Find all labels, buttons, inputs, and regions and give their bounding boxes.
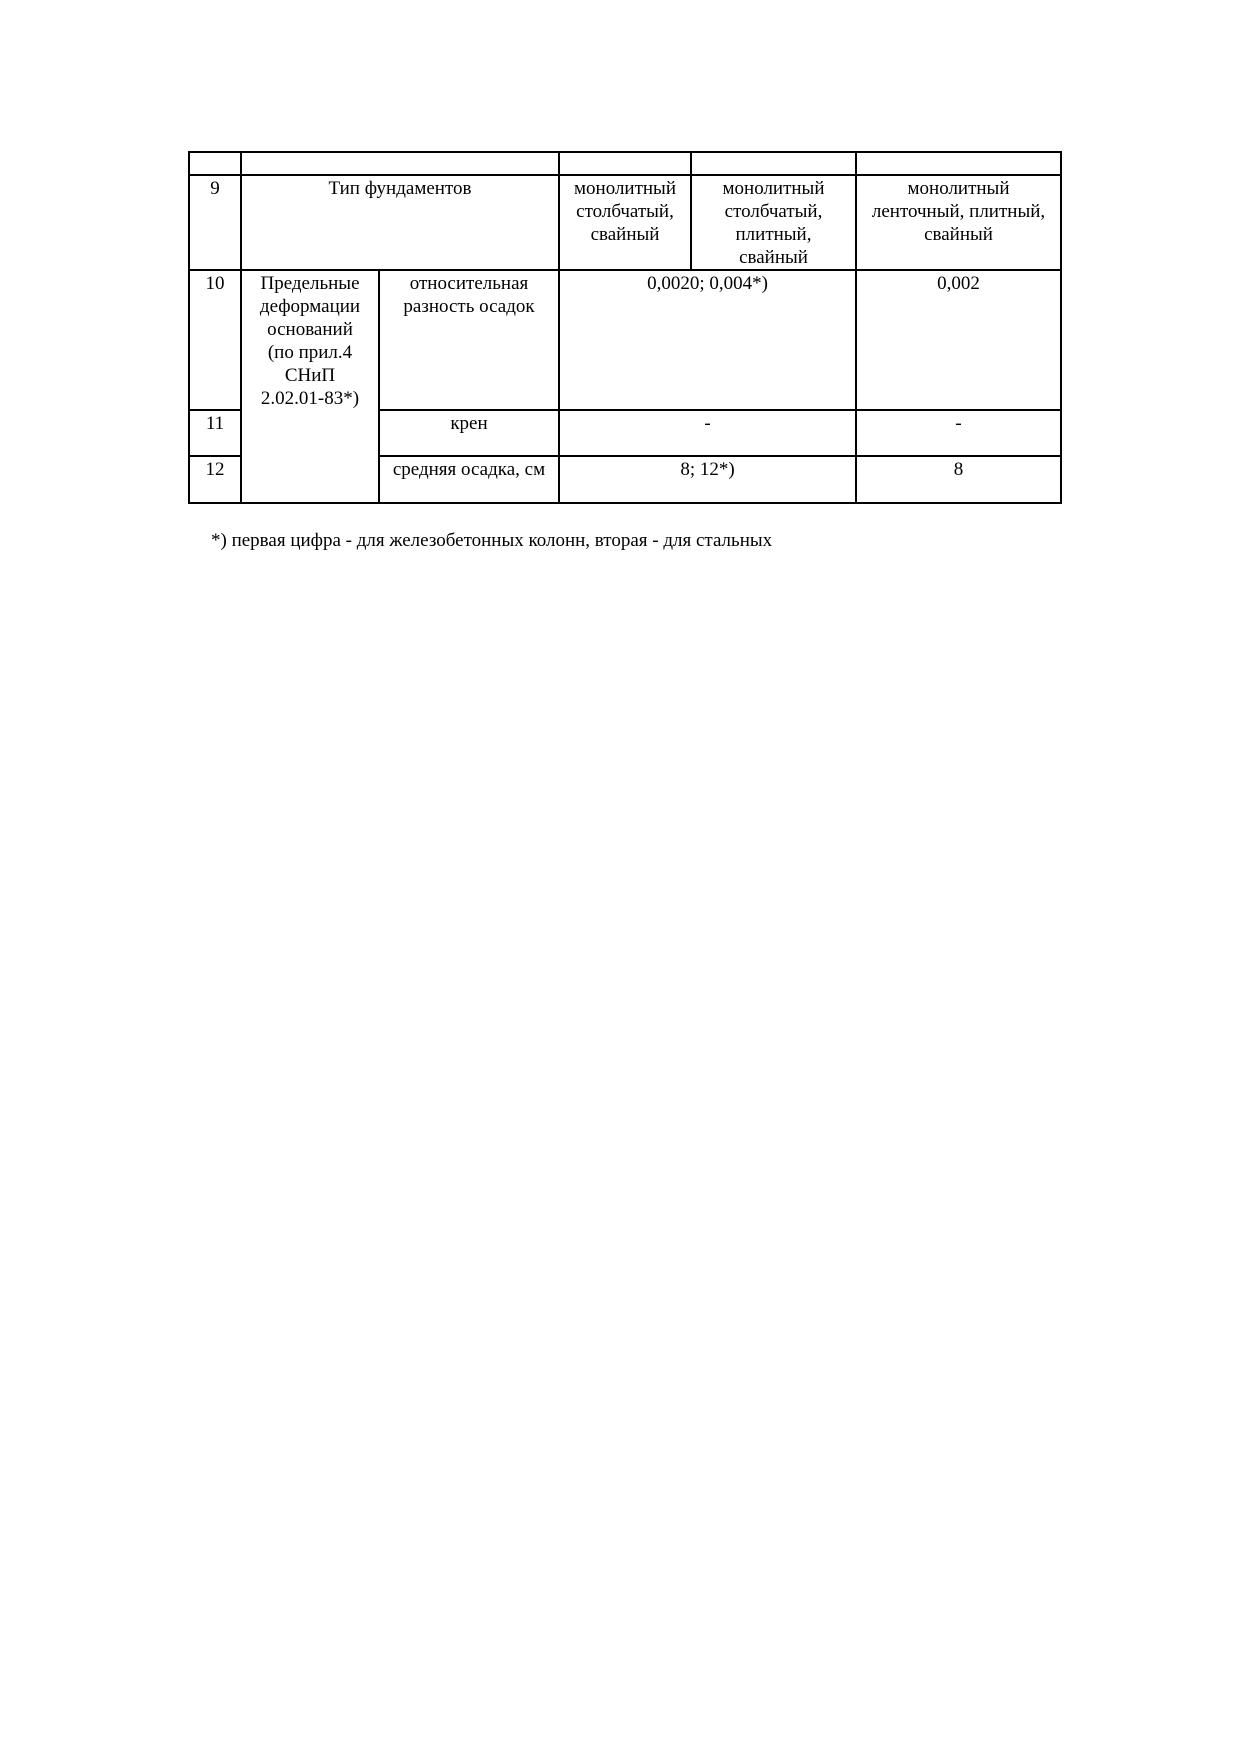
text-line: свайный bbox=[590, 224, 660, 245]
text-line: свайный bbox=[924, 224, 993, 245]
text-line: ленточный, плитный, bbox=[871, 201, 1046, 222]
cell-empty-col1 bbox=[559, 152, 691, 175]
deformation-group-label bbox=[241, 270, 379, 503]
row-number: 10 bbox=[189, 270, 241, 410]
tilt-value-a: - bbox=[559, 410, 856, 456]
row-number: 11 bbox=[189, 410, 241, 456]
cell-empty-col2 bbox=[691, 152, 856, 175]
avg-settlement-value-b: 8 bbox=[856, 456, 1061, 503]
text-line: столбчатый, bbox=[576, 201, 674, 222]
text-line: относительная bbox=[409, 273, 529, 294]
text-line: 2.02.01-83*) bbox=[260, 388, 360, 409]
text-line: оснований bbox=[267, 319, 353, 340]
row-number: 9 bbox=[189, 175, 241, 270]
text-line: свайный bbox=[739, 247, 808, 268]
table-row-empty bbox=[189, 152, 1061, 175]
text-line: столбчатый, bbox=[724, 201, 823, 222]
avg-settlement-value-a: 8; 12*) bbox=[559, 456, 856, 503]
foundation-type-col1 bbox=[559, 175, 691, 270]
foundation-type-label: Тип фундаментов bbox=[241, 175, 559, 270]
tilt-value-b: - bbox=[856, 410, 1061, 456]
relative-settlement-label bbox=[379, 270, 559, 410]
cell-empty-label bbox=[241, 152, 559, 175]
text-line: СНиП bbox=[284, 365, 336, 386]
relative-settlement-value-b: 0,002 bbox=[856, 270, 1061, 410]
text-line: Предельные bbox=[260, 273, 360, 294]
table-row-10 bbox=[189, 270, 1061, 410]
text-line: деформации bbox=[259, 296, 361, 317]
cell-empty-num bbox=[189, 152, 241, 175]
text-line: (по прил.4 bbox=[267, 342, 353, 363]
foundation-spec-table bbox=[188, 151, 1062, 504]
text-line: монолитный bbox=[722, 178, 825, 199]
text-line: монолитный bbox=[574, 178, 676, 199]
row-number: 12 bbox=[189, 456, 241, 503]
footnote: *) первая цифра - для железобетонных колонн, вторая - для стальных bbox=[211, 530, 773, 551]
foundation-type-col3 bbox=[856, 175, 1061, 270]
table-row-9 bbox=[189, 175, 1061, 270]
cell-empty-col3 bbox=[856, 152, 1061, 175]
avg-settlement-label: средняя осадка, см bbox=[379, 456, 559, 503]
tilt-label: крен bbox=[379, 410, 559, 456]
text-line: разность осадок bbox=[403, 296, 535, 317]
relative-settlement-value-a: 0,0020; 0,004*) bbox=[559, 270, 856, 410]
text-line: плитный, bbox=[735, 224, 812, 245]
text-line: монолитный bbox=[907, 178, 1010, 199]
foundation-type-col2 bbox=[691, 175, 856, 270]
